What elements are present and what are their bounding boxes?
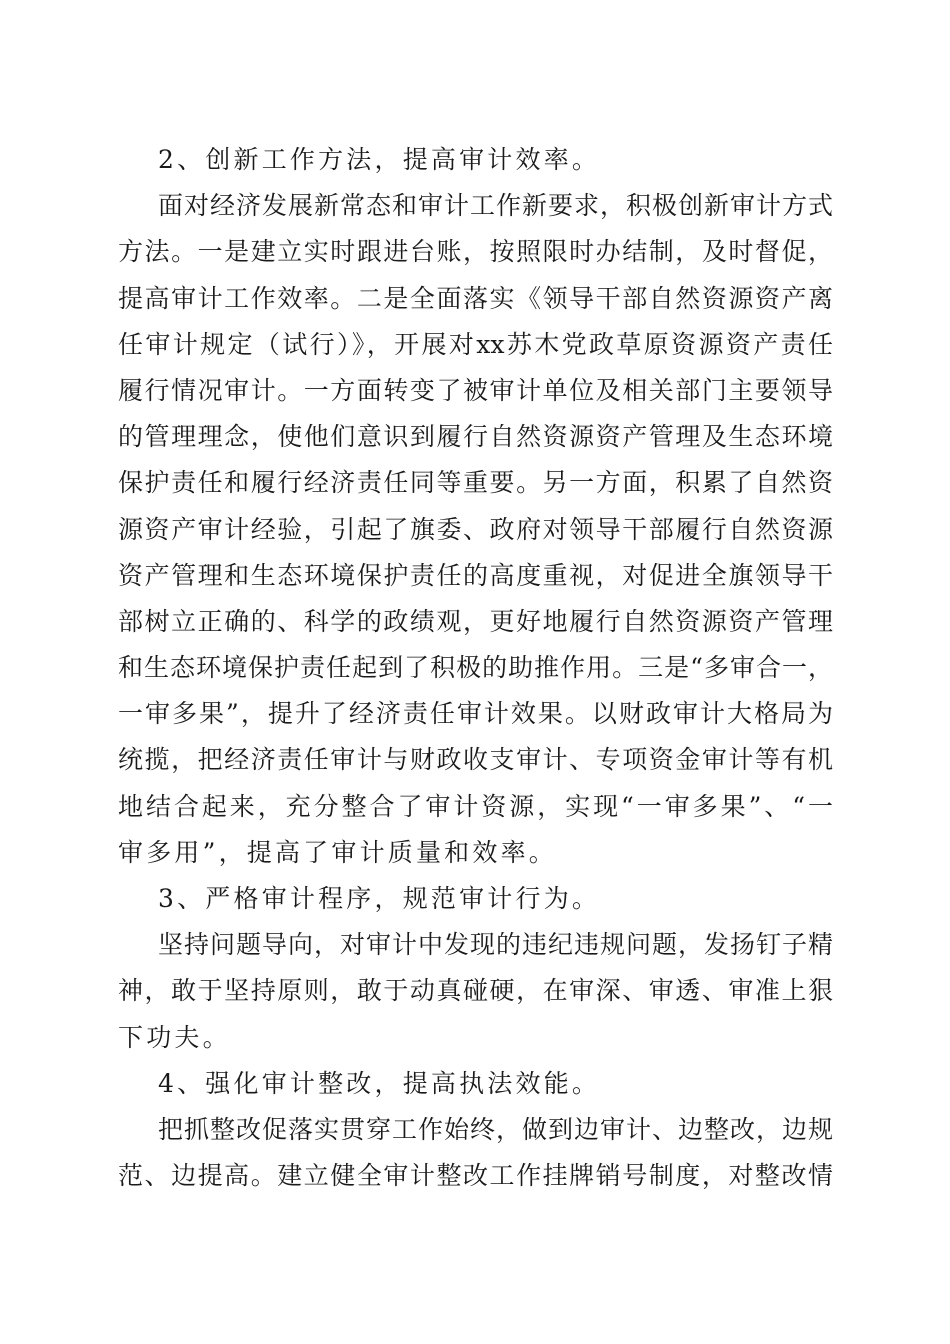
paragraph-line: 范、边提高。建立健全审计整改工作挂牌销号制度，对整改情 xyxy=(118,1161,833,1191)
paragraph-line: 提高审计工作效率。二是全面落实《领导干部自然资源资产离 xyxy=(118,283,833,313)
paragraph-line: 源资产审计经验，引起了旗委、政府对领导干部履行自然资源 xyxy=(118,514,833,544)
paragraph-line: 审多用”，提高了审计质量和效率。 xyxy=(118,837,557,867)
paragraph-line: 面对经济发展新常态和审计工作新要求，积极创新审计方式 xyxy=(158,191,833,221)
paragraph-line: 资产管理和生态环境保护责任的高度重视，对促进全旗领导干 xyxy=(118,560,833,590)
paragraph-line: 的管理理念，使他们意识到履行自然资源资产管理及生态环境 xyxy=(118,422,833,452)
paragraph-line: 下功夫。 xyxy=(118,1022,231,1052)
section-heading-4: 4、强化审计整改，提高执法效能。 xyxy=(158,1068,601,1098)
paragraph-line: 地结合起来，充分整合了审计资源，实现“一审多果”、“一 xyxy=(118,791,833,821)
paragraph-line: 和生态环境保护责任起到了积极的助推作用。三是“多审合一， xyxy=(118,653,833,683)
section-heading-2: 2、创新工作方法，提高审计效率。 xyxy=(158,145,601,174)
paragraph-line: 任审计规定（试行）》，开展对xx苏木党政草原资源资产责任 xyxy=(118,329,833,359)
document-body xyxy=(118,137,833,1199)
paragraph-line: 保护责任和履行经济责任同等重要。另一方面，积累了自然资 xyxy=(118,468,833,498)
section-heading-3: 3、严格审计程序，规范审计行为。 xyxy=(158,884,601,913)
paragraph-line: 坚持问题导向，对审计中发现的违纪违规问题，发扬钉子精 xyxy=(158,930,833,960)
paragraph-line: 把抓整改促落实贯穿工作始终，做到边审计、边整改，边规 xyxy=(158,1114,833,1144)
paragraph-line: 神，敢于坚持原则，敢于动真碰硬，在审深、审透、审准上狠 xyxy=(118,976,833,1006)
paragraph-line: 部树立正确的、科学的政绩观，更好地履行自然资源资产管理 xyxy=(118,606,833,636)
paragraph-line: 一审多果”，提升了经济责任审计效果。以财政审计大格局为 xyxy=(118,699,833,729)
paragraph-line: 统揽，把经济责任审计与财政收支审计、专项资金审计等有机 xyxy=(118,745,833,775)
paragraph-line: 履行情况审计。一方面转变了被审计单位及相关部门主要领导 xyxy=(118,375,833,405)
paragraph-line: 方法。一是建立实时跟进台账，按照限时办结制，及时督促， xyxy=(118,237,833,267)
